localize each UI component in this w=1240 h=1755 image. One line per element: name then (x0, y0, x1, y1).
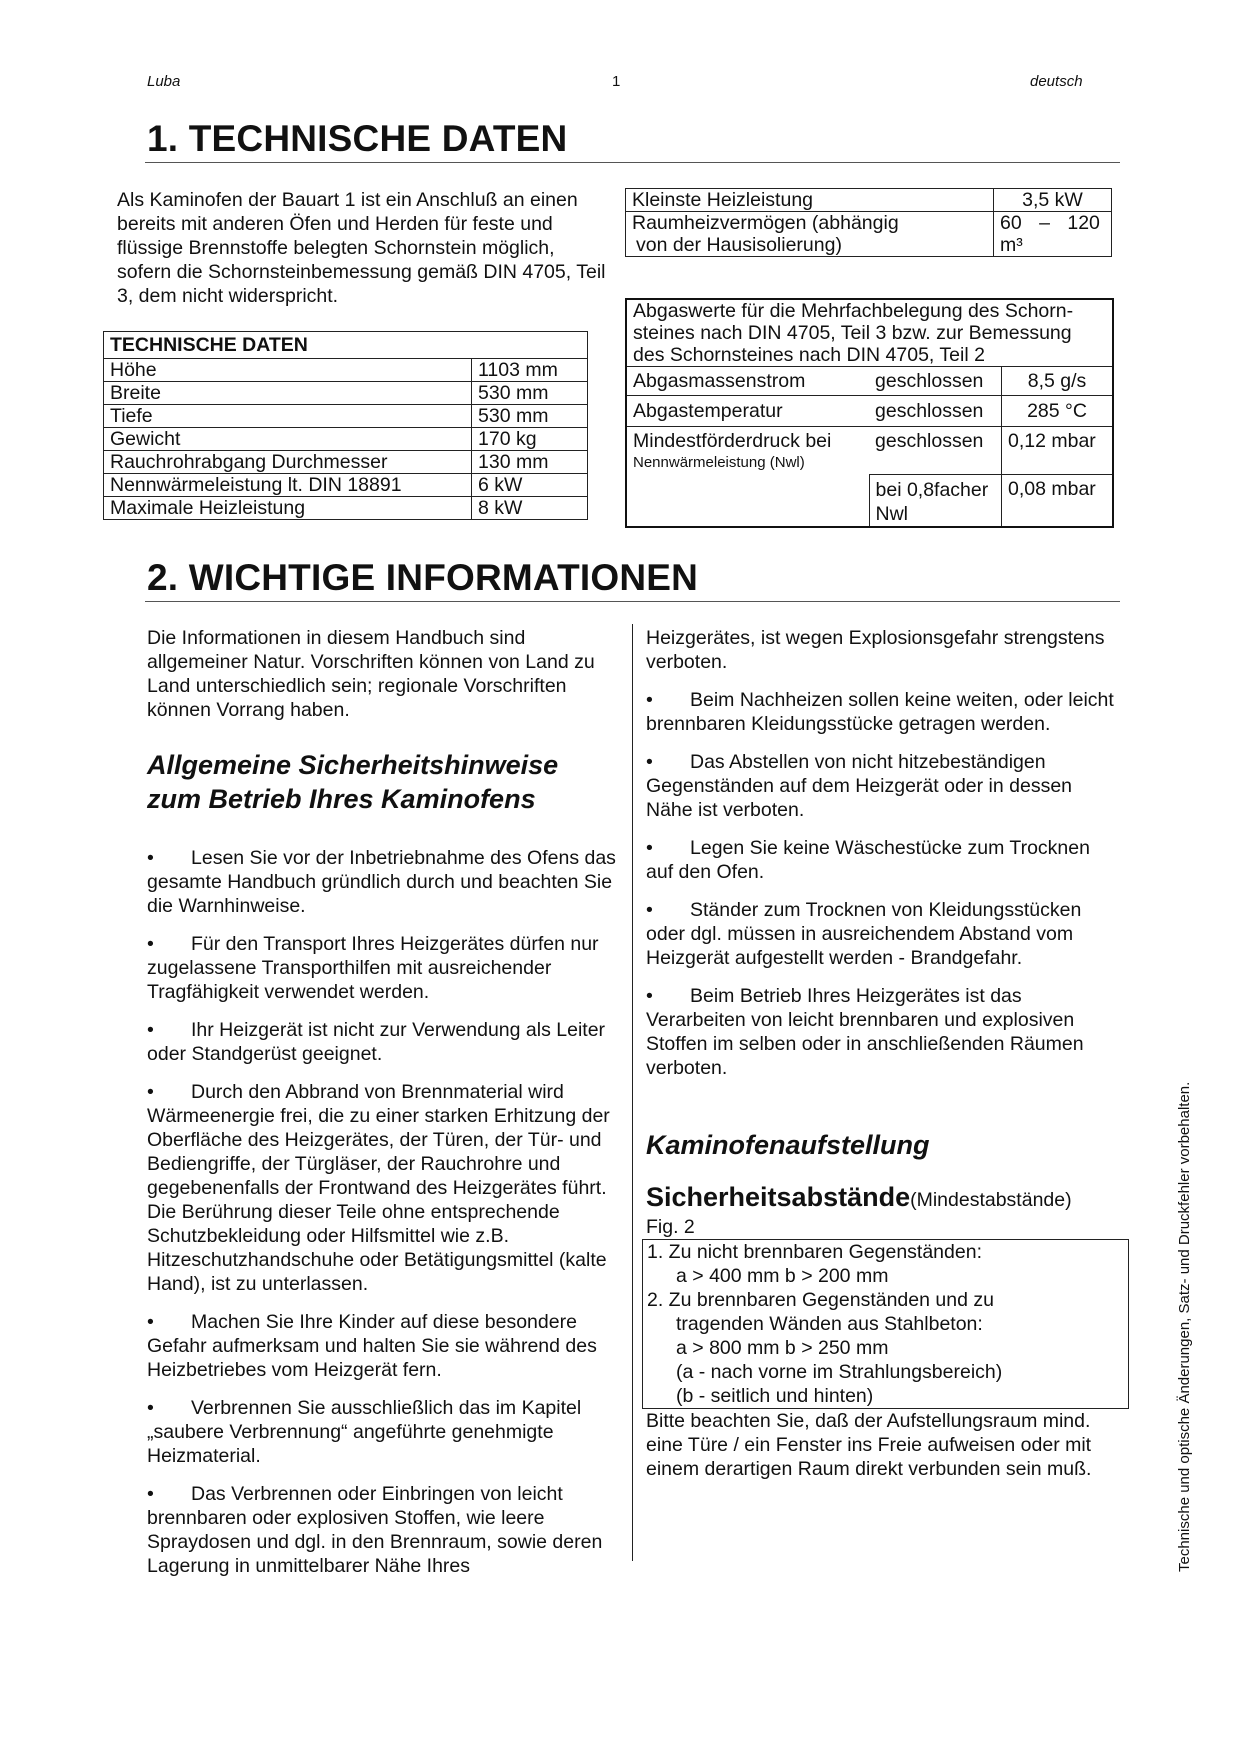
column-divider (632, 624, 633, 1561)
continuation-text: Heizgerätes, ist wegen Explosionsgefahr strengstens verboten. (646, 627, 1105, 673)
table-row: Gewicht 170 kg (104, 428, 588, 451)
figure-ref: Fig. 2 (646, 1216, 695, 1238)
header-left: Luba (147, 73, 181, 90)
side-note: Technische und optische Änderungen, Satz- und Druckfehler vorbehalten. (1176, 1081, 1193, 1572)
exhaust-table (625, 298, 1114, 528)
tech-table-heading: TECHNISCHE DATEN (104, 332, 588, 359)
list-item: • Durch den Abbrand von Brennmaterial wird Wärmeenergie frei, die zu einer starken Erhitzung der Oberfläche des Heizgerätes, der Türen, der Tür- und Bediengriffe, der Türgläser, der Rauchrohre und gegebenenfalls der Frontwand des Heizgerätes führt. Die Berührung dieser Teile ohne entsprechende Schutzbekleidung oder Hilfsmittel wie z.B. Hitzeschutzhandschuhe oder Betätigungsmittel (kalte Hand), ist zu unterlassen. (147, 1081, 610, 1295)
section2-intro: Die Informationen in diesem Handbuch sind allgemeiner Natur. Vorschriften können von Land zu Land unterschiedlich sein; regionale Vorschriften können Vorrang haben. (147, 627, 595, 721)
header-right: deutsch (1030, 73, 1083, 90)
page-number: 1 (612, 73, 621, 90)
list-item: • Beim Betrieb Ihres Heizgerätes ist das Verarbeiten von leicht brennbaren und explosiven Stoffen im selben oder in anschließenden Räumen verboten. (646, 985, 1084, 1079)
table-row: Kleinste Heizleistung 3,5 kW (626, 189, 1112, 212)
safety-subheading: Allgemeine Sicherheitshinweise zum Betrieb Ihres Kaminofens (147, 750, 559, 814)
table-row: Breite 530 mm (104, 382, 588, 405)
list-item: • Das Verbrennen oder Einbringen von leicht brennbaren oder explosiven Stoffen, wie leere Spraydosen und dgl. in den Brennraum, sowie deren Lagerung in unmittelbarer Nähe Ihres (147, 1483, 603, 1577)
list-item: • Das Abstellen von nicht hitzebeständigen Gegenständen auf dem Heizgerät oder in dessen Nähe ist verboten. (646, 751, 1073, 821)
list-item: • Machen Sie Ihre Kinder auf diese besondere Gefahr aufmerksam und halten Sie sie während des Heizbetriebes vom Heizgerät fern. (147, 1311, 597, 1381)
distances-heading: Sicherheitsabstände(Mindestabstände) (646, 1182, 1072, 1212)
list-item: • Verbrennen Sie ausschließlich das im Kapitel „saubere Verbrennung“ angeführte genehmigte Heizmaterial. (147, 1397, 582, 1467)
table-row: Höhe 1103 mm (104, 359, 588, 382)
table-row: Nennwärmeleistung lt. DIN 18891 6 kW (104, 474, 588, 497)
list-item: • Ständer zum Trocknen von Kleidungsstücken oder dgl. müssen in ausreichendem Abstand vom Heizgerät aufgestellt werden - Brandgefahr. (646, 899, 1082, 969)
closing-text: Bitte beachten Sie, daß der Aufstellungsraum mind. eine Türe / ein Fenster ins Freie aufweisen oder mit einem derartigen Raum direkt verbunden sein muß. (646, 1410, 1092, 1480)
heat-output-table (625, 188, 1112, 257)
section2-rule (145, 601, 1120, 602)
table-row: Raumheizvermögen (abhängig von der Hausisolierung) 60 – 120 m³ (626, 212, 1112, 257)
distances-box: 1. Zu nicht brennbaren Gegenständen: a > 400 mm b > 200 mm 2. Zu brennbaren Gegenständen und zu tragenden Wänden aus Stahlbeton: a > 800 mm b > 250 mm (a - nach vorne im Strahlungsbereich) (b - seitlich und hinten) (642, 1239, 1129, 1409)
right-column (646, 626, 1116, 1495)
section1-title: 1. TECHNISCHE DATEN (147, 118, 568, 159)
list-item: • Legen Sie keine Wäschestücke zum Trocknen auf den Ofen. (646, 837, 1090, 883)
exhaust-table-heading: Abgaswerte für die Mehrfachbelegung des Schorn-steines nach DIN 4705, Teil 3 bzw. zur Bemessung des Schornsteines nach DIN 4705, Teil 2 (626, 299, 1113, 367)
table-row: Abgastemperatur geschlossen 285 °C (626, 396, 1113, 427)
table-row: Mindestförderdruck bei Nennwärmeleistung (Nwl) geschlossen 0,12 mbar (626, 427, 1113, 475)
list-item: • Lesen Sie vor der Inbetriebnahme des Ofens das gesamte Handbuch gründlich durch und beachten Sie die Warnhinweise. (147, 847, 616, 917)
list-item: • Beim Nachheizen sollen keine weiten, oder leicht brennbaren Kleidungsstücke getragen werden. (646, 689, 1114, 735)
list-item: • Für den Transport Ihres Heizgerätes dürfen nur zugelassene Transporthilfen mit ausreichender Tragfähigkeit verwendet werden. (147, 933, 599, 1003)
list-item: • Ihr Heizgerät ist nicht zur Verwendung als Leiter oder Standgerüst geeignet. (147, 1019, 606, 1065)
table-row: Tiefe 530 mm (104, 405, 588, 428)
table-row: Rauchrohrabgang Durchmesser 130 mm (104, 451, 588, 474)
table-row: Maximale Heizleistung 8 kW (104, 497, 588, 520)
tech-data-table (103, 331, 588, 520)
section1-rule (145, 162, 1120, 163)
section1-intro: Als Kaminofen der Bauart 1 ist ein Anschluß an einen bereits mit anderen Öfen und Herden für feste und flüssige Brennstoffe belegten Schornstein möglich, sofern die Schornsteinbemessung gemäß DIN 4705, Teil 3, dem nicht widerspricht. (117, 189, 606, 307)
installation-subheading: Kaminofenaufstellung (646, 1130, 930, 1160)
table-row: Abgasmassenstrom geschlossen 8,5 g/s (626, 367, 1113, 396)
table-row: bei 0,8facher Nwl 0,08 mbar (626, 474, 1113, 527)
section2-title: 2. WICHTIGE INFORMATIONEN (147, 557, 699, 598)
left-column (147, 626, 617, 1592)
